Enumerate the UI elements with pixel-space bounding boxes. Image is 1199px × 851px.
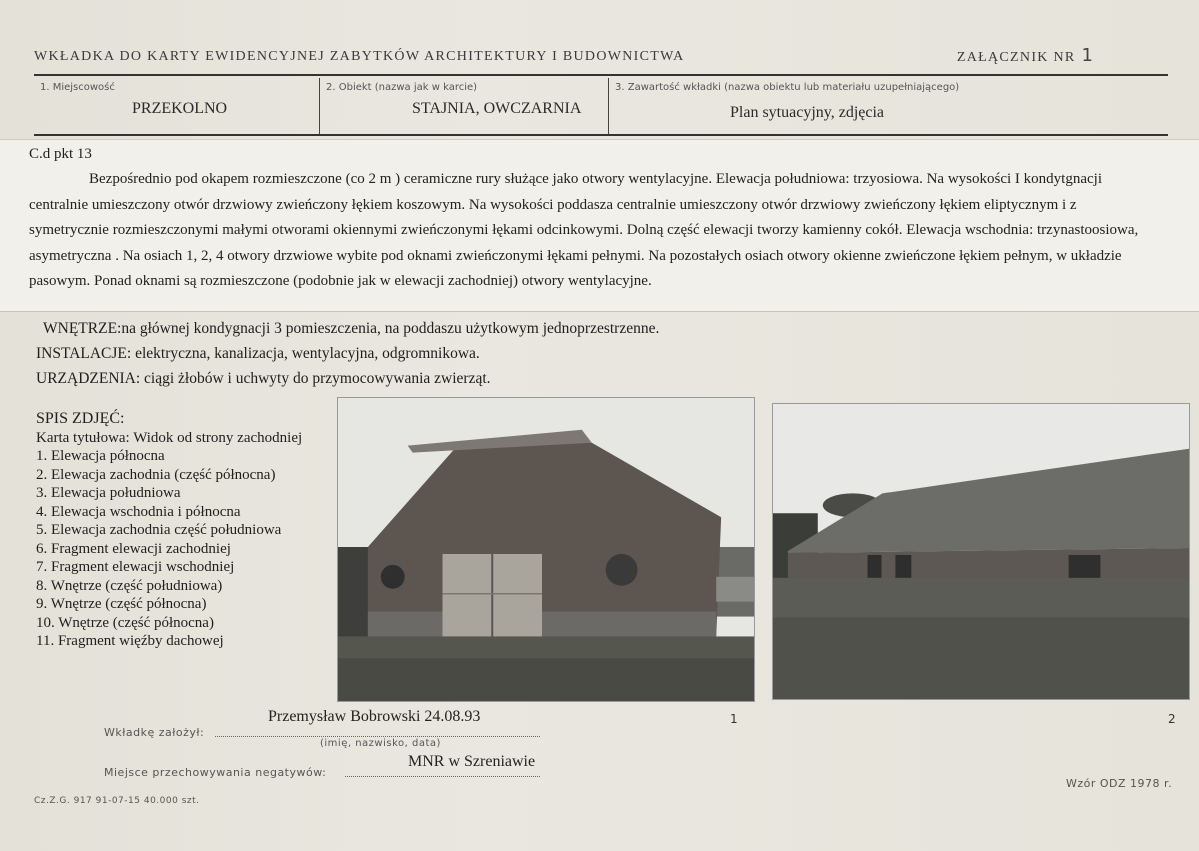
storage-line (345, 776, 540, 777)
field-label: 3. Zawartość wkładki (nazwa obiektu lub materiału uzupełniającego) (615, 82, 960, 93)
equipment-line: URZĄDZENIA: ciągi żłobów i uchwyty do przymocowywania zwierząt. (36, 370, 491, 387)
photo-list-item: 11. Fragment więźby dachowej (36, 633, 224, 649)
installations-line: INSTALACJE: elektryczna, kanalizacja, wentylacyjna, odgromnikowa. (36, 345, 480, 362)
continuation-heading: C.d pkt 13 (29, 146, 92, 162)
annex-number: 1 (1081, 45, 1093, 66)
photo-list-item: 2. Elewacja zachodnia (część północna) (36, 466, 276, 483)
author-label: Wkładkę założył: (104, 726, 205, 739)
photo-list-item: 4. Elewacja wschodnia i północna (36, 503, 241, 520)
field-value: STAJNIA, OWCZARNIA (412, 100, 582, 117)
photo-list-item: 5. Elewacja zachodnia część południowa (36, 522, 282, 538)
photo-list-item: 8. Wnętrze (część południowa) (36, 577, 223, 594)
continuation-insert (0, 139, 1199, 312)
photo-2-number: 2 (1168, 712, 1176, 726)
photo-2-image (773, 404, 1189, 699)
photo-list-item: 3. Elewacja południowa (36, 485, 181, 501)
annex-label-text: ZAŁĄCZNIK NR (956, 50, 1076, 65)
storage-label: Miejsce przechowywania negatywów: (104, 766, 327, 779)
identification-fields (34, 78, 1168, 134)
form-model: Wzór ODZ 1978 r. (1066, 777, 1173, 790)
field-label: 2. Obiekt (nazwa jak w karcie) (326, 82, 478, 93)
photo-list-item: Karta tytułowa: Widok od strony zachodniej (36, 429, 303, 446)
photo-list-item: 9. Wnętrze (część północna) (36, 596, 207, 612)
field-value: PRZEKOLNO (132, 100, 228, 117)
annex-label (957, 45, 1093, 66)
storage-value: MNR w Szreniawie (408, 753, 536, 770)
continuation-text: Bezpośrednio pod okapem rozmieszczone (co 2 m ) ceramiczne rury służące jako otwory wentylacyjne. Elewacja południowa: trzyosiowa. Na wysokości I kondytgnacji centralnie umieszczony otwór drzwiowy zwieńczony łękiem koszowym. Na wysokości poddasza centralnie umieszczony otwór drzwiowy zwieńczony łękiem eliptycznym i z symetrycznie rozmieszczonymi małymi otworami okiennymi zwieńczonymi łękami odcinkowymi. Dolną część elewacji tworzy kamienny cokół. Elewacja wschodnia: trzynastoosiowa, asymetryczna . Na osiach 1, 2, 4 otwory drzwiowe wybite pod oknami zwieńczonymi łękami pełnymi. Na pozostałych osiach otwory okienne zwieńczone łękiem pełnym, w układzie pasowym. Ponad oknami są rozmieszczone (podobnie jak w elewacji zachodniej) otwory wentylacyjne. (29, 171, 1139, 289)
photo-list-item: 7. Fragment elewacji wschodniej (36, 559, 235, 575)
photo-list-item: 10. Wnętrze (część północna) (36, 614, 214, 631)
print-info: Cz.Z.G. 917 91-07-15 40.000 szt. (34, 796, 200, 806)
author-line (215, 736, 540, 737)
photo-1-gable-elevation (337, 397, 755, 702)
field-locality (34, 78, 320, 134)
author-hint: (imię, nazwisko, data) (320, 738, 441, 749)
header-rule-bottom (34, 134, 1168, 136)
photo-list-item: 1. Elewacja północna (36, 448, 165, 464)
photo-list-item: 6. Fragment elewacji zachodniej (36, 540, 231, 557)
form-title: WKŁADKA DO KARTY EWIDENCYJNEJ ZABYTKÓW ARCHITEKTURY I BUDOWNICTWA (34, 49, 685, 64)
field-label: 1. Miejscowość (40, 82, 115, 93)
field-object (320, 78, 609, 134)
interior-line: WNĘTRZE:na głównej kondygnacji 3 pomieszczenia, na poddaszu użytkowym jednoprzestrzenne. (43, 320, 660, 337)
photo-2-long-elevation (772, 403, 1190, 700)
photo-list-heading: SPIS ZDJĘĆ: (36, 410, 125, 427)
field-contents (609, 78, 1168, 134)
field-value: Plan sytuacyjny, zdjęcia (730, 104, 885, 121)
header-rule-top (34, 74, 1168, 76)
photo-1-number: 1 (730, 712, 738, 726)
photo-1-image (338, 398, 754, 701)
author-value: Przemysław Bobrowski 24.08.93 (268, 708, 481, 725)
photo-list (36, 410, 302, 651)
